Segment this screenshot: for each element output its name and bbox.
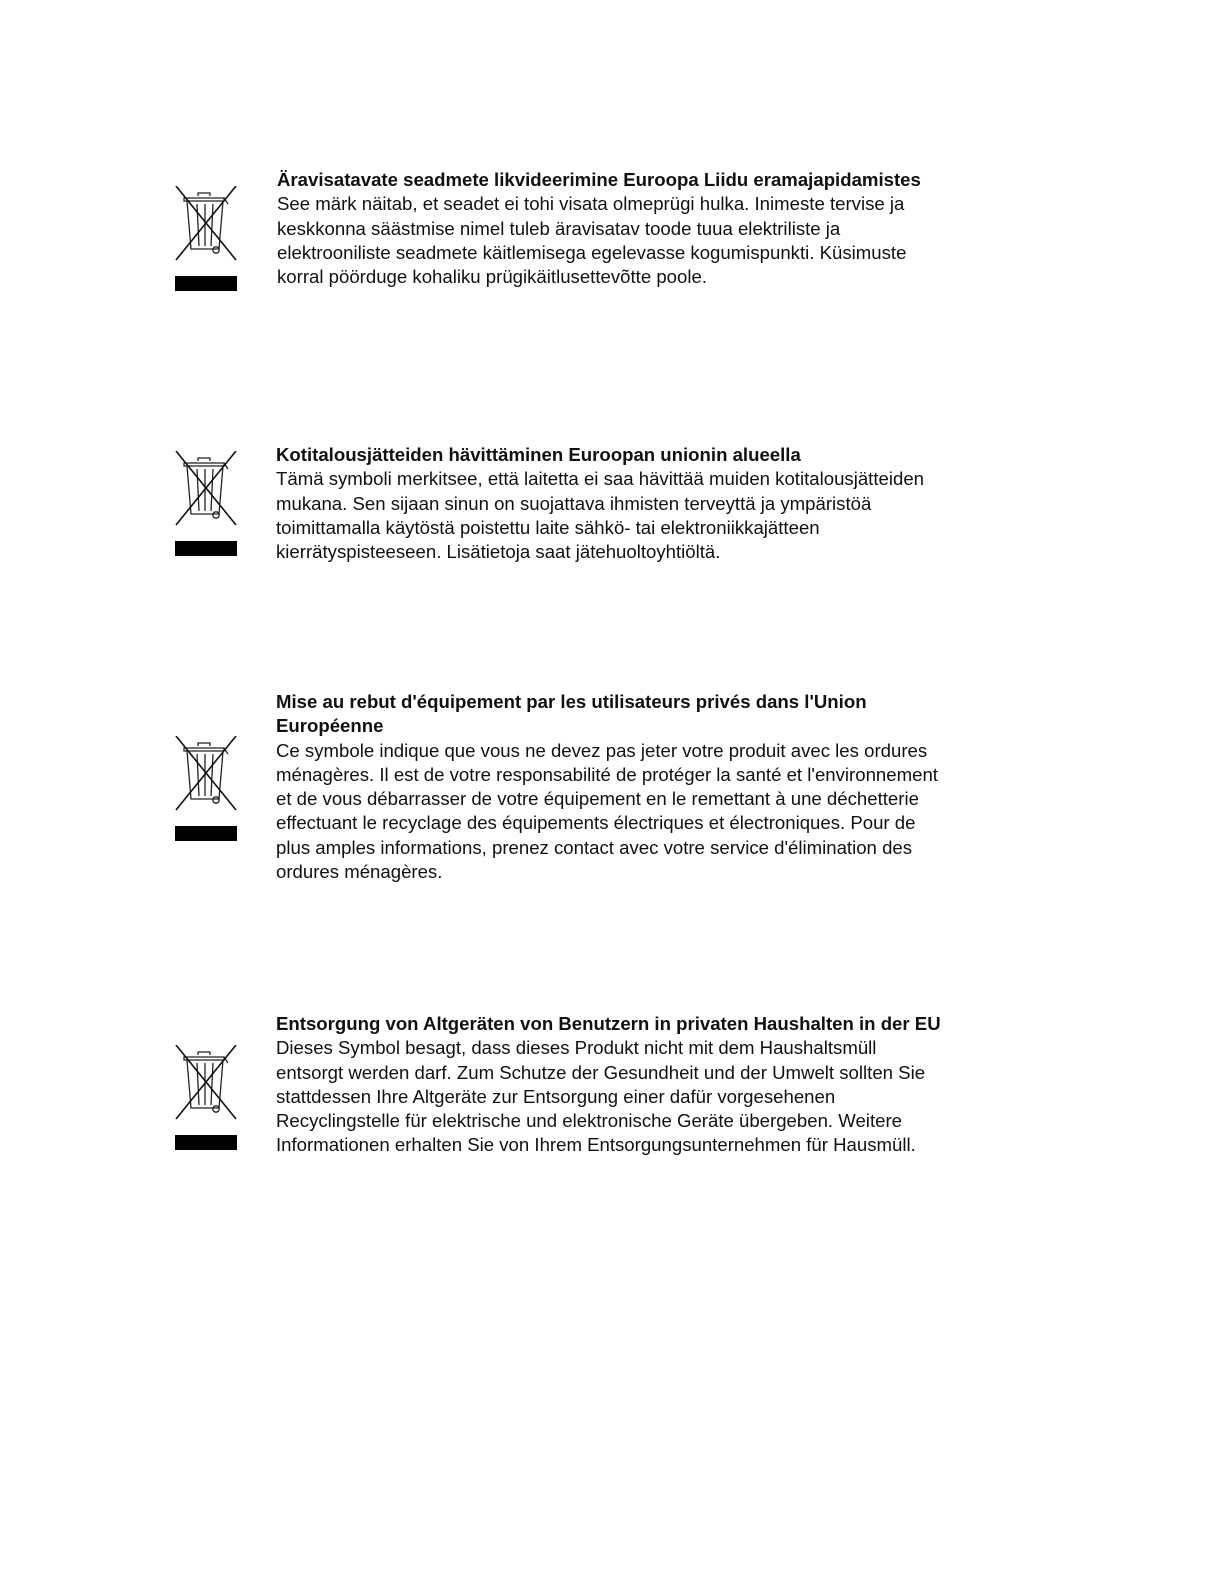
- section-title: Entsorgung von Altgeräten von Benutzern in privaten Haushalten in der EU: [276, 1013, 941, 1034]
- section-title: Kotitalousjätteiden hävittäminen Euroopan unionin alueella: [276, 444, 801, 465]
- section-title: Mise au rebut d'équipement par les utilisateurs privés dans l'Union Européenne: [276, 691, 867, 737]
- weee-crossed-bin-icon: [174, 736, 238, 841]
- section-title: Äravisatavate seadmete likvideerimine Euroopa Liidu eramajapidamistes: [277, 169, 921, 190]
- section-text: [276, 1012, 948, 1158]
- section-text: [276, 690, 948, 884]
- weee-crossed-bin-icon: [174, 1045, 238, 1150]
- section-body: Tämä symboli merkitsee, että laitetta ei saa hävittää muiden kotitalousjätteiden mukana. Sen sijaan sinun on suojattava ihmisten terveyttä ja ympäristöä toimittamalla käytöstä poistettu laite sähkö- tai elektroniikkajätteen kierrätyspisteeseen. Lisätietoja saat jätehuoltoyhtiöltä.: [276, 468, 925, 563]
- weee-crossed-bin-icon: [174, 186, 238, 291]
- section-body: See märk näitab, et seadet ei tohi visata olmeprügi hulka. Inimeste tervise ja keskkonna säästmise nimel tuleb äravisatav toode tuua elektriliste ja elektrooniliste seadmete käitlemisega egelevasse kogumispunkti. Küsimuste korral pöörduge kohaliku prügikäitlusettevõtte poole.: [277, 193, 907, 288]
- section-body: Dieses Symbol besagt, dass dieses Produkt nicht mit dem Haushaltsmüll entsorgt werden darf. Zum Schutze der Gesundheit und der Umwelt sollten Sie stattdessen Ihre Altgeräte zur Entsorgung einer dafür vorgesehenen Recyclingstelle für elektrische und elektronische Geräte übergeben. Weitere Informationen erhalten Sie von Ihrem Entsorgungsunternehmen für Hausmüll.: [276, 1037, 926, 1156]
- section-body: Ce symbole indique que vous ne devez pas jeter votre produit avec les ordures ménagères. Il est de votre responsabilité de protéger la santé et l'environnement et de vous débarrasser de votre équipement en le remettant à une déchetterie effectuant le recyclage des équipements électriques et électroniques. Pour de plus amples informations, prenez contact avec votre service d'élimination des ordures ménagères.: [276, 739, 938, 883]
- weee-crossed-bin-icon: [174, 451, 238, 556]
- section-text: [276, 443, 948, 564]
- section-text: [277, 168, 949, 289]
